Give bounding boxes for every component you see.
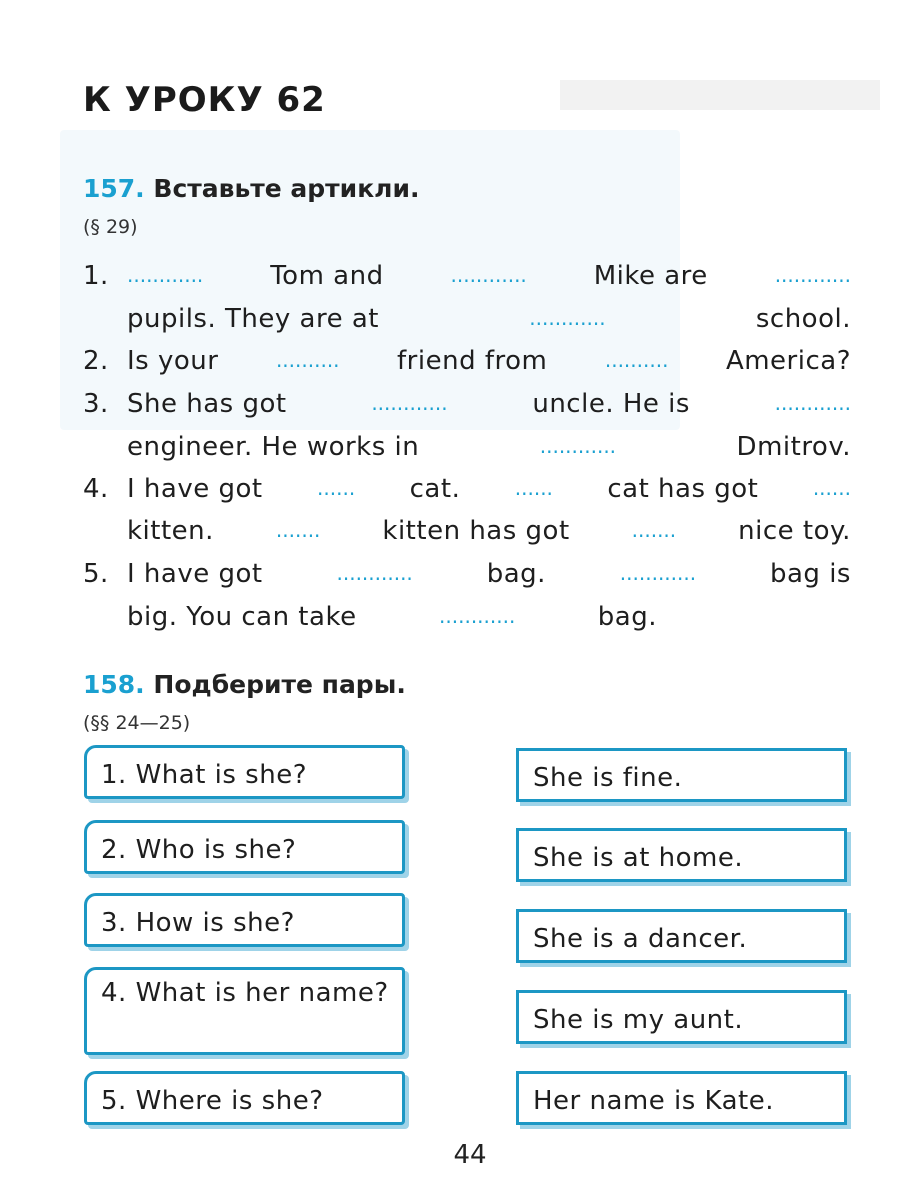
sentence-number: 1.: [83, 261, 109, 291]
sentence-number: 4.: [83, 474, 109, 504]
answer-card[interactable]: Her name is Kate.: [516, 1071, 847, 1125]
blank[interactable]: ............: [371, 391, 448, 415]
show-through-top: [560, 80, 880, 110]
sentence-text: bag is: [769, 559, 851, 589]
answer-card[interactable]: She is at home.: [516, 828, 847, 882]
blank[interactable]: ..........: [604, 348, 669, 372]
exercise-158-heading: [83, 670, 406, 699]
blank[interactable]: ..........: [275, 348, 340, 372]
sentence-text: Is your: [127, 346, 219, 376]
sentence-number: 2.: [83, 346, 109, 376]
sentence-text: big. You can take: [127, 602, 357, 632]
blank[interactable]: .......: [275, 518, 321, 542]
sentence-text: school.: [755, 304, 851, 334]
blank[interactable]: ............: [774, 263, 851, 287]
answer-card[interactable]: She is fine.: [516, 748, 847, 802]
sentence-text: bag.: [486, 559, 546, 589]
page-number: 44: [453, 1140, 487, 1170]
sentence-4: [83, 469, 851, 509]
sentence-text: She has got: [127, 389, 287, 419]
sentence-5-cont: [127, 597, 657, 637]
exercise-157-title: Вставьте артикли.: [153, 174, 420, 203]
sentence-number: 5.: [83, 559, 109, 589]
exercise-157-reference: (§ 29): [83, 216, 138, 238]
sentence-text: kitten.: [127, 516, 214, 546]
blank[interactable]: ............: [127, 263, 204, 287]
blank[interactable]: ............: [450, 263, 527, 287]
sentence-text: America?: [725, 346, 851, 376]
sentence-5: [83, 554, 851, 594]
exercise-158-title: Подберите пары.: [153, 670, 406, 699]
sentence-text: I have got: [127, 474, 263, 504]
question-card[interactable]: 4. What is her name?: [84, 967, 405, 1055]
sentence-text: friend from: [397, 346, 548, 376]
sentence-text: engineer. He works in: [127, 432, 420, 462]
sentence-text: cat.: [409, 474, 461, 504]
exercise-158-number: 158.: [83, 670, 145, 699]
sentence-text: uncle. He is: [532, 389, 690, 419]
sentence-3-cont: [127, 427, 851, 467]
sentence-text: nice toy.: [738, 516, 851, 546]
sentence-3: [83, 384, 851, 424]
blank[interactable]: ............: [336, 561, 413, 585]
question-card[interactable]: 1. What is she?: [84, 745, 405, 799]
blank[interactable]: ............: [439, 604, 516, 628]
blank[interactable]: ............: [529, 306, 606, 330]
sentence-text: bag.: [597, 602, 657, 632]
exercise-158-reference: (§§ 24—25): [83, 712, 191, 734]
exercise-157-heading: [83, 174, 419, 203]
sentence-number: 3.: [83, 389, 109, 419]
sentence-text: pupils. They are at: [127, 304, 379, 334]
blank[interactable]: ......: [812, 476, 851, 500]
sentence-2: [83, 341, 851, 381]
blank[interactable]: ............: [619, 561, 697, 585]
blank[interactable]: ......: [514, 476, 553, 500]
question-card[interactable]: 5. Where is she?: [84, 1071, 405, 1125]
sentence-text: Mike are: [593, 261, 708, 291]
sentence-text: Dmitrov.: [736, 432, 851, 462]
blank[interactable]: ............: [539, 434, 617, 458]
sentence-text: Tom and: [270, 261, 384, 291]
blank[interactable]: ......: [317, 476, 356, 500]
question-card[interactable]: 2. Who is she?: [84, 820, 405, 874]
sentence-1: [83, 256, 851, 296]
exercise-157-number: 157.: [83, 174, 145, 203]
blank[interactable]: .......: [631, 518, 677, 542]
sentence-1-cont: [127, 299, 851, 339]
answer-card[interactable]: She is my aunt.: [516, 990, 847, 1044]
sentence-text: I have got: [127, 559, 263, 589]
sentence-text: kitten has got: [382, 516, 570, 546]
answer-card[interactable]: She is a dancer.: [516, 909, 847, 963]
sentence-4-cont: [127, 511, 851, 551]
blank[interactable]: ............: [774, 391, 851, 415]
sentence-text: cat has got: [607, 474, 759, 504]
question-card[interactable]: 3. How is she?: [84, 893, 405, 947]
lesson-title: К УРОКУ 62: [83, 80, 326, 120]
